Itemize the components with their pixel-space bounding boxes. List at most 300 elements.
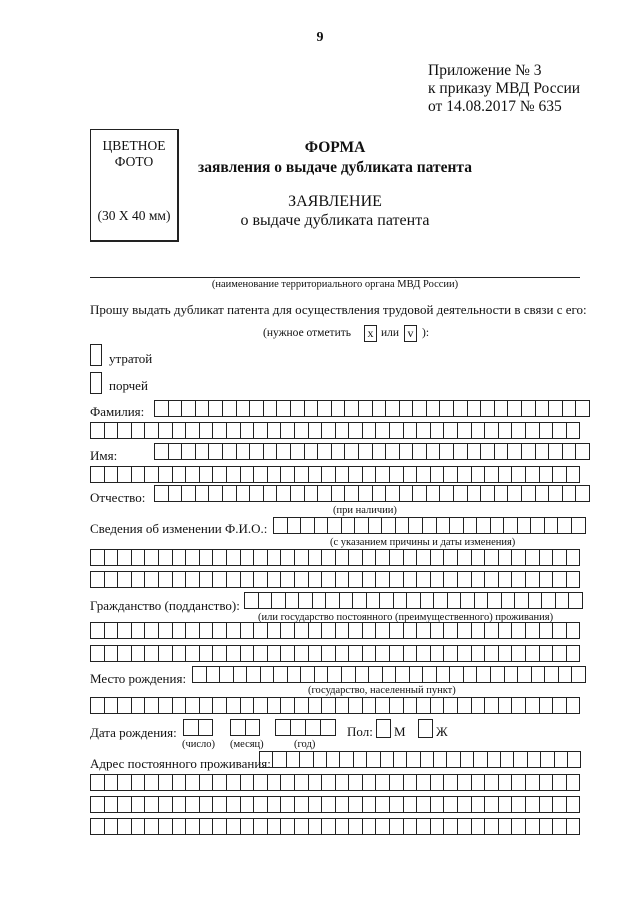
char-cell[interactable] — [226, 697, 241, 714]
char-cell[interactable] — [287, 517, 302, 534]
char-cell[interactable] — [212, 571, 227, 588]
char-cell[interactable] — [539, 697, 554, 714]
char-cell[interactable] — [294, 818, 309, 835]
char-cell[interactable] — [273, 517, 288, 534]
char-cell[interactable] — [305, 719, 321, 736]
char-cell[interactable] — [168, 485, 183, 502]
char-cell[interactable] — [552, 796, 567, 813]
char-cell[interactable] — [131, 571, 146, 588]
char-cell[interactable] — [294, 571, 309, 588]
char-cell[interactable] — [443, 549, 458, 566]
char-cell[interactable] — [348, 622, 363, 639]
char-cell[interactable] — [403, 466, 418, 483]
char-cell[interactable] — [267, 774, 282, 791]
char-cell[interactable] — [348, 774, 363, 791]
char-cell[interactable] — [439, 443, 454, 460]
char-cell[interactable] — [446, 751, 460, 768]
name-cells-1[interactable] — [154, 443, 589, 460]
char-cell[interactable] — [552, 818, 567, 835]
char-cell[interactable] — [460, 592, 475, 609]
char-cell[interactable] — [457, 818, 472, 835]
char-cell[interactable] — [199, 697, 214, 714]
char-cell[interactable] — [240, 466, 255, 483]
char-cell[interactable] — [389, 818, 404, 835]
char-cell[interactable] — [172, 549, 187, 566]
char-cell[interactable] — [525, 571, 540, 588]
char-cell[interactable] — [453, 400, 468, 417]
char-cell[interactable] — [487, 592, 502, 609]
char-cell[interactable] — [433, 751, 447, 768]
char-cell[interactable] — [389, 645, 404, 662]
address-cells-3[interactable] — [90, 796, 579, 813]
char-cell[interactable] — [372, 400, 387, 417]
surname-cells-1[interactable] — [154, 400, 589, 417]
char-cell[interactable] — [321, 645, 336, 662]
char-cell[interactable] — [335, 422, 350, 439]
char-cell[interactable] — [144, 466, 159, 483]
char-cell[interactable] — [259, 751, 273, 768]
char-cell[interactable] — [321, 466, 336, 483]
char-cell[interactable] — [416, 549, 431, 566]
char-cell[interactable] — [335, 571, 350, 588]
char-cell[interactable] — [253, 645, 268, 662]
char-cell[interactable] — [366, 592, 381, 609]
char-cell[interactable] — [380, 751, 394, 768]
char-cell[interactable] — [474, 592, 489, 609]
char-cell[interactable] — [571, 666, 586, 683]
char-cell[interactable] — [552, 422, 567, 439]
char-cell[interactable] — [443, 571, 458, 588]
char-cell[interactable] — [233, 666, 248, 683]
char-cell[interactable] — [457, 466, 472, 483]
char-cell[interactable] — [131, 549, 146, 566]
char-cell[interactable] — [471, 697, 486, 714]
char-cell[interactable] — [460, 751, 474, 768]
char-cell[interactable] — [484, 697, 499, 714]
char-cell[interactable] — [158, 422, 173, 439]
char-cell[interactable] — [226, 818, 241, 835]
char-cell[interactable] — [399, 400, 414, 417]
char-cell[interactable] — [185, 571, 200, 588]
char-cell[interactable] — [212, 422, 227, 439]
char-cell[interactable] — [443, 818, 458, 835]
birthdate-month-cells[interactable] — [230, 719, 259, 736]
char-cell[interactable] — [236, 400, 251, 417]
char-cell[interactable] — [354, 517, 369, 534]
char-cell[interactable] — [172, 466, 187, 483]
char-cell[interactable] — [181, 400, 196, 417]
char-cell[interactable] — [131, 796, 146, 813]
address-cells-4[interactable] — [90, 818, 579, 835]
char-cell[interactable] — [172, 697, 187, 714]
char-cell[interactable] — [321, 549, 336, 566]
char-cell[interactable] — [471, 571, 486, 588]
char-cell[interactable] — [90, 796, 105, 813]
char-cell[interactable] — [195, 443, 210, 460]
char-cell[interactable] — [457, 549, 472, 566]
char-cell[interactable] — [294, 549, 309, 566]
char-cell[interactable] — [439, 400, 454, 417]
char-cell[interactable] — [406, 592, 421, 609]
char-cell[interactable] — [521, 400, 536, 417]
char-cell[interactable] — [117, 796, 132, 813]
citizenship-cells-3[interactable] — [90, 645, 579, 662]
char-cell[interactable] — [344, 400, 359, 417]
char-cell[interactable] — [385, 443, 400, 460]
char-cell[interactable] — [154, 443, 169, 460]
char-cell[interactable] — [385, 485, 400, 502]
char-cell[interactable] — [389, 774, 404, 791]
char-cell[interactable] — [185, 549, 200, 566]
char-cell[interactable] — [308, 622, 323, 639]
char-cell[interactable] — [294, 422, 309, 439]
char-cell[interactable] — [457, 622, 472, 639]
char-cell[interactable] — [181, 443, 196, 460]
char-cell[interactable] — [521, 443, 536, 460]
sex-male-checkbox[interactable] — [376, 719, 391, 738]
char-cell[interactable] — [199, 422, 214, 439]
char-cell[interactable] — [484, 571, 499, 588]
char-cell[interactable] — [208, 400, 223, 417]
char-cell[interactable] — [331, 400, 346, 417]
char-cell[interactable] — [331, 485, 346, 502]
char-cell[interactable] — [335, 818, 350, 835]
char-cell[interactable] — [321, 697, 336, 714]
char-cell[interactable] — [280, 697, 295, 714]
char-cell[interactable] — [525, 774, 540, 791]
char-cell[interactable] — [308, 422, 323, 439]
char-cell[interactable] — [500, 751, 514, 768]
char-cell[interactable] — [422, 666, 437, 683]
char-cell[interactable] — [416, 818, 431, 835]
char-cell[interactable] — [382, 666, 397, 683]
char-cell[interactable] — [90, 774, 105, 791]
char-cell[interactable] — [240, 571, 255, 588]
char-cell[interactable] — [144, 697, 159, 714]
char-cell[interactable] — [117, 422, 132, 439]
char-cell[interactable] — [206, 666, 221, 683]
char-cell[interactable] — [443, 466, 458, 483]
char-cell[interactable] — [104, 796, 119, 813]
char-cell[interactable] — [368, 666, 383, 683]
char-cell[interactable] — [253, 422, 268, 439]
char-cell[interactable] — [249, 443, 264, 460]
char-cell[interactable] — [399, 443, 414, 460]
char-cell[interactable] — [144, 422, 159, 439]
char-cell[interactable] — [185, 466, 200, 483]
char-cell[interactable] — [276, 485, 291, 502]
char-cell[interactable] — [389, 571, 404, 588]
char-cell[interactable] — [353, 751, 367, 768]
char-cell[interactable] — [158, 645, 173, 662]
char-cell[interactable] — [476, 517, 491, 534]
char-cell[interactable] — [381, 517, 396, 534]
char-cell[interactable] — [267, 466, 282, 483]
char-cell[interactable] — [403, 645, 418, 662]
char-cell[interactable] — [222, 443, 237, 460]
char-cell[interactable] — [212, 645, 227, 662]
char-cell[interactable] — [457, 645, 472, 662]
char-cell[interactable] — [300, 666, 315, 683]
char-cell[interactable] — [294, 796, 309, 813]
char-cell[interactable] — [511, 697, 526, 714]
char-cell[interactable] — [403, 622, 418, 639]
char-cell[interactable] — [362, 571, 377, 588]
char-cell[interactable] — [158, 818, 173, 835]
char-cell[interactable] — [412, 485, 427, 502]
char-cell[interactable] — [416, 796, 431, 813]
char-cell[interactable] — [335, 774, 350, 791]
char-cell[interactable] — [267, 549, 282, 566]
char-cell[interactable] — [195, 400, 210, 417]
sex-female-checkbox[interactable] — [418, 719, 433, 738]
char-cell[interactable] — [430, 796, 445, 813]
fio-change-cells-2[interactable] — [90, 549, 579, 566]
char-cell[interactable] — [304, 400, 319, 417]
fio-change-cells-3[interactable] — [90, 571, 579, 588]
char-cell[interactable] — [527, 751, 541, 768]
char-cell[interactable] — [389, 549, 404, 566]
char-cell[interactable] — [276, 443, 291, 460]
char-cell[interactable] — [294, 774, 309, 791]
char-cell[interactable] — [267, 645, 282, 662]
char-cell[interactable] — [348, 466, 363, 483]
char-cell[interactable] — [144, 549, 159, 566]
char-cell[interactable] — [375, 774, 390, 791]
char-cell[interactable] — [144, 622, 159, 639]
char-cell[interactable] — [263, 485, 278, 502]
char-cell[interactable] — [298, 592, 313, 609]
char-cell[interactable] — [362, 466, 377, 483]
char-cell[interactable] — [555, 592, 570, 609]
char-cell[interactable] — [131, 697, 146, 714]
char-cell[interactable] — [552, 774, 567, 791]
char-cell[interactable] — [314, 517, 329, 534]
char-cell[interactable] — [389, 466, 404, 483]
char-cell[interactable] — [426, 400, 441, 417]
char-cell[interactable] — [90, 549, 105, 566]
char-cell[interactable] — [412, 443, 427, 460]
char-cell[interactable] — [362, 549, 377, 566]
char-cell[interactable] — [471, 549, 486, 566]
char-cell[interactable] — [498, 774, 513, 791]
char-cell[interactable] — [557, 517, 572, 534]
char-cell[interactable] — [222, 485, 237, 502]
char-cell[interactable] — [362, 645, 377, 662]
char-cell[interactable] — [222, 400, 237, 417]
birthdate-day-cells[interactable] — [183, 719, 212, 736]
char-cell[interactable] — [131, 645, 146, 662]
char-cell[interactable] — [290, 485, 305, 502]
char-cell[interactable] — [286, 751, 300, 768]
char-cell[interactable] — [535, 443, 550, 460]
char-cell[interactable] — [280, 796, 295, 813]
char-cell[interactable] — [473, 751, 487, 768]
char-cell[interactable] — [185, 697, 200, 714]
char-cell[interactable] — [131, 774, 146, 791]
char-cell[interactable] — [525, 466, 540, 483]
char-cell[interactable] — [426, 443, 441, 460]
char-cell[interactable] — [226, 549, 241, 566]
char-cell[interactable] — [240, 549, 255, 566]
char-cell[interactable] — [117, 697, 132, 714]
char-cell[interactable] — [395, 666, 410, 683]
char-cell[interactable] — [484, 818, 499, 835]
char-cell[interactable] — [104, 549, 119, 566]
char-cell[interactable] — [375, 697, 390, 714]
char-cell[interactable] — [416, 571, 431, 588]
char-cell[interactable] — [430, 549, 445, 566]
char-cell[interactable] — [294, 622, 309, 639]
char-cell[interactable] — [528, 592, 543, 609]
char-cell[interactable] — [480, 443, 495, 460]
char-cell[interactable] — [300, 517, 315, 534]
char-cell[interactable] — [168, 400, 183, 417]
char-cell[interactable] — [185, 622, 200, 639]
char-cell[interactable] — [358, 443, 373, 460]
char-cell[interactable] — [568, 592, 583, 609]
char-cell[interactable] — [403, 571, 418, 588]
char-cell[interactable] — [467, 485, 482, 502]
char-cell[interactable] — [567, 751, 581, 768]
char-cell[interactable] — [484, 422, 499, 439]
char-cell[interactable] — [416, 466, 431, 483]
char-cell[interactable] — [348, 697, 363, 714]
char-cell[interactable] — [267, 796, 282, 813]
char-cell[interactable] — [511, 571, 526, 588]
char-cell[interactable] — [240, 796, 255, 813]
char-cell[interactable] — [212, 796, 227, 813]
loss-checkbox[interactable] — [90, 344, 102, 366]
char-cell[interactable] — [389, 622, 404, 639]
char-cell[interactable] — [480, 485, 495, 502]
char-cell[interactable] — [335, 796, 350, 813]
char-cell[interactable] — [294, 466, 309, 483]
char-cell[interactable] — [219, 666, 234, 683]
char-cell[interactable] — [494, 485, 509, 502]
char-cell[interactable] — [562, 443, 577, 460]
char-cell[interactable] — [104, 774, 119, 791]
char-cell[interactable] — [226, 774, 241, 791]
char-cell[interactable] — [280, 422, 295, 439]
char-cell[interactable] — [517, 666, 532, 683]
char-cell[interactable] — [476, 666, 491, 683]
char-cell[interactable] — [525, 622, 540, 639]
char-cell[interactable] — [511, 422, 526, 439]
char-cell[interactable] — [471, 645, 486, 662]
char-cell[interactable] — [117, 466, 132, 483]
char-cell[interactable] — [117, 774, 132, 791]
char-cell[interactable] — [375, 466, 390, 483]
char-cell[interactable] — [344, 485, 359, 502]
char-cell[interactable] — [503, 517, 518, 534]
char-cell[interactable] — [504, 666, 519, 683]
char-cell[interactable] — [539, 622, 554, 639]
char-cell[interactable] — [494, 443, 509, 460]
char-cell[interactable] — [471, 466, 486, 483]
char-cell[interactable] — [525, 422, 540, 439]
char-cell[interactable] — [498, 645, 513, 662]
char-cell[interactable] — [389, 796, 404, 813]
char-cell[interactable] — [484, 466, 499, 483]
char-cell[interactable] — [199, 571, 214, 588]
char-cell[interactable] — [575, 443, 590, 460]
char-cell[interactable] — [554, 751, 568, 768]
char-cell[interactable] — [511, 466, 526, 483]
char-cell[interactable] — [562, 400, 577, 417]
char-cell[interactable] — [317, 400, 332, 417]
char-cell[interactable] — [275, 719, 291, 736]
char-cell[interactable] — [507, 485, 522, 502]
char-cell[interactable] — [525, 796, 540, 813]
char-cell[interactable] — [463, 666, 478, 683]
char-cell[interactable] — [226, 422, 241, 439]
char-cell[interactable] — [544, 666, 559, 683]
char-cell[interactable] — [566, 774, 581, 791]
char-cell[interactable] — [498, 622, 513, 639]
char-cell[interactable] — [447, 592, 462, 609]
char-cell[interactable] — [449, 666, 464, 683]
char-cell[interactable] — [484, 796, 499, 813]
char-cell[interactable] — [416, 422, 431, 439]
char-cell[interactable] — [548, 443, 563, 460]
char-cell[interactable] — [525, 549, 540, 566]
char-cell[interactable] — [566, 549, 581, 566]
char-cell[interactable] — [144, 571, 159, 588]
char-cell[interactable] — [375, 571, 390, 588]
char-cell[interactable] — [348, 645, 363, 662]
char-cell[interactable] — [321, 818, 336, 835]
char-cell[interactable] — [513, 751, 527, 768]
char-cell[interactable] — [467, 443, 482, 460]
char-cell[interactable] — [144, 774, 159, 791]
authority-line[interactable] — [90, 277, 580, 278]
char-cell[interactable] — [566, 796, 581, 813]
char-cell[interactable] — [185, 796, 200, 813]
char-cell[interactable] — [212, 774, 227, 791]
char-cell[interactable] — [501, 592, 516, 609]
char-cell[interactable] — [416, 697, 431, 714]
char-cell[interactable] — [430, 818, 445, 835]
char-cell[interactable] — [344, 443, 359, 460]
char-cell[interactable] — [308, 571, 323, 588]
char-cell[interactable] — [436, 666, 451, 683]
char-cell[interactable] — [403, 422, 418, 439]
char-cell[interactable] — [443, 796, 458, 813]
name-cells-2[interactable] — [90, 466, 579, 483]
char-cell[interactable] — [335, 549, 350, 566]
char-cell[interactable] — [420, 592, 435, 609]
char-cell[interactable] — [535, 485, 550, 502]
char-cell[interactable] — [368, 517, 383, 534]
char-cell[interactable] — [240, 422, 255, 439]
char-cell[interactable] — [185, 818, 200, 835]
char-cell[interactable] — [290, 719, 306, 736]
char-cell[interactable] — [212, 697, 227, 714]
char-cell[interactable] — [375, 818, 390, 835]
char-cell[interactable] — [131, 422, 146, 439]
char-cell[interactable] — [471, 622, 486, 639]
char-cell[interactable] — [372, 485, 387, 502]
char-cell[interactable] — [511, 645, 526, 662]
char-cell[interactable] — [484, 645, 499, 662]
char-cell[interactable] — [280, 549, 295, 566]
char-cell[interactable] — [358, 485, 373, 502]
char-cell[interactable] — [258, 592, 273, 609]
char-cell[interactable] — [280, 774, 295, 791]
char-cell[interactable] — [280, 571, 295, 588]
char-cell[interactable] — [530, 517, 545, 534]
